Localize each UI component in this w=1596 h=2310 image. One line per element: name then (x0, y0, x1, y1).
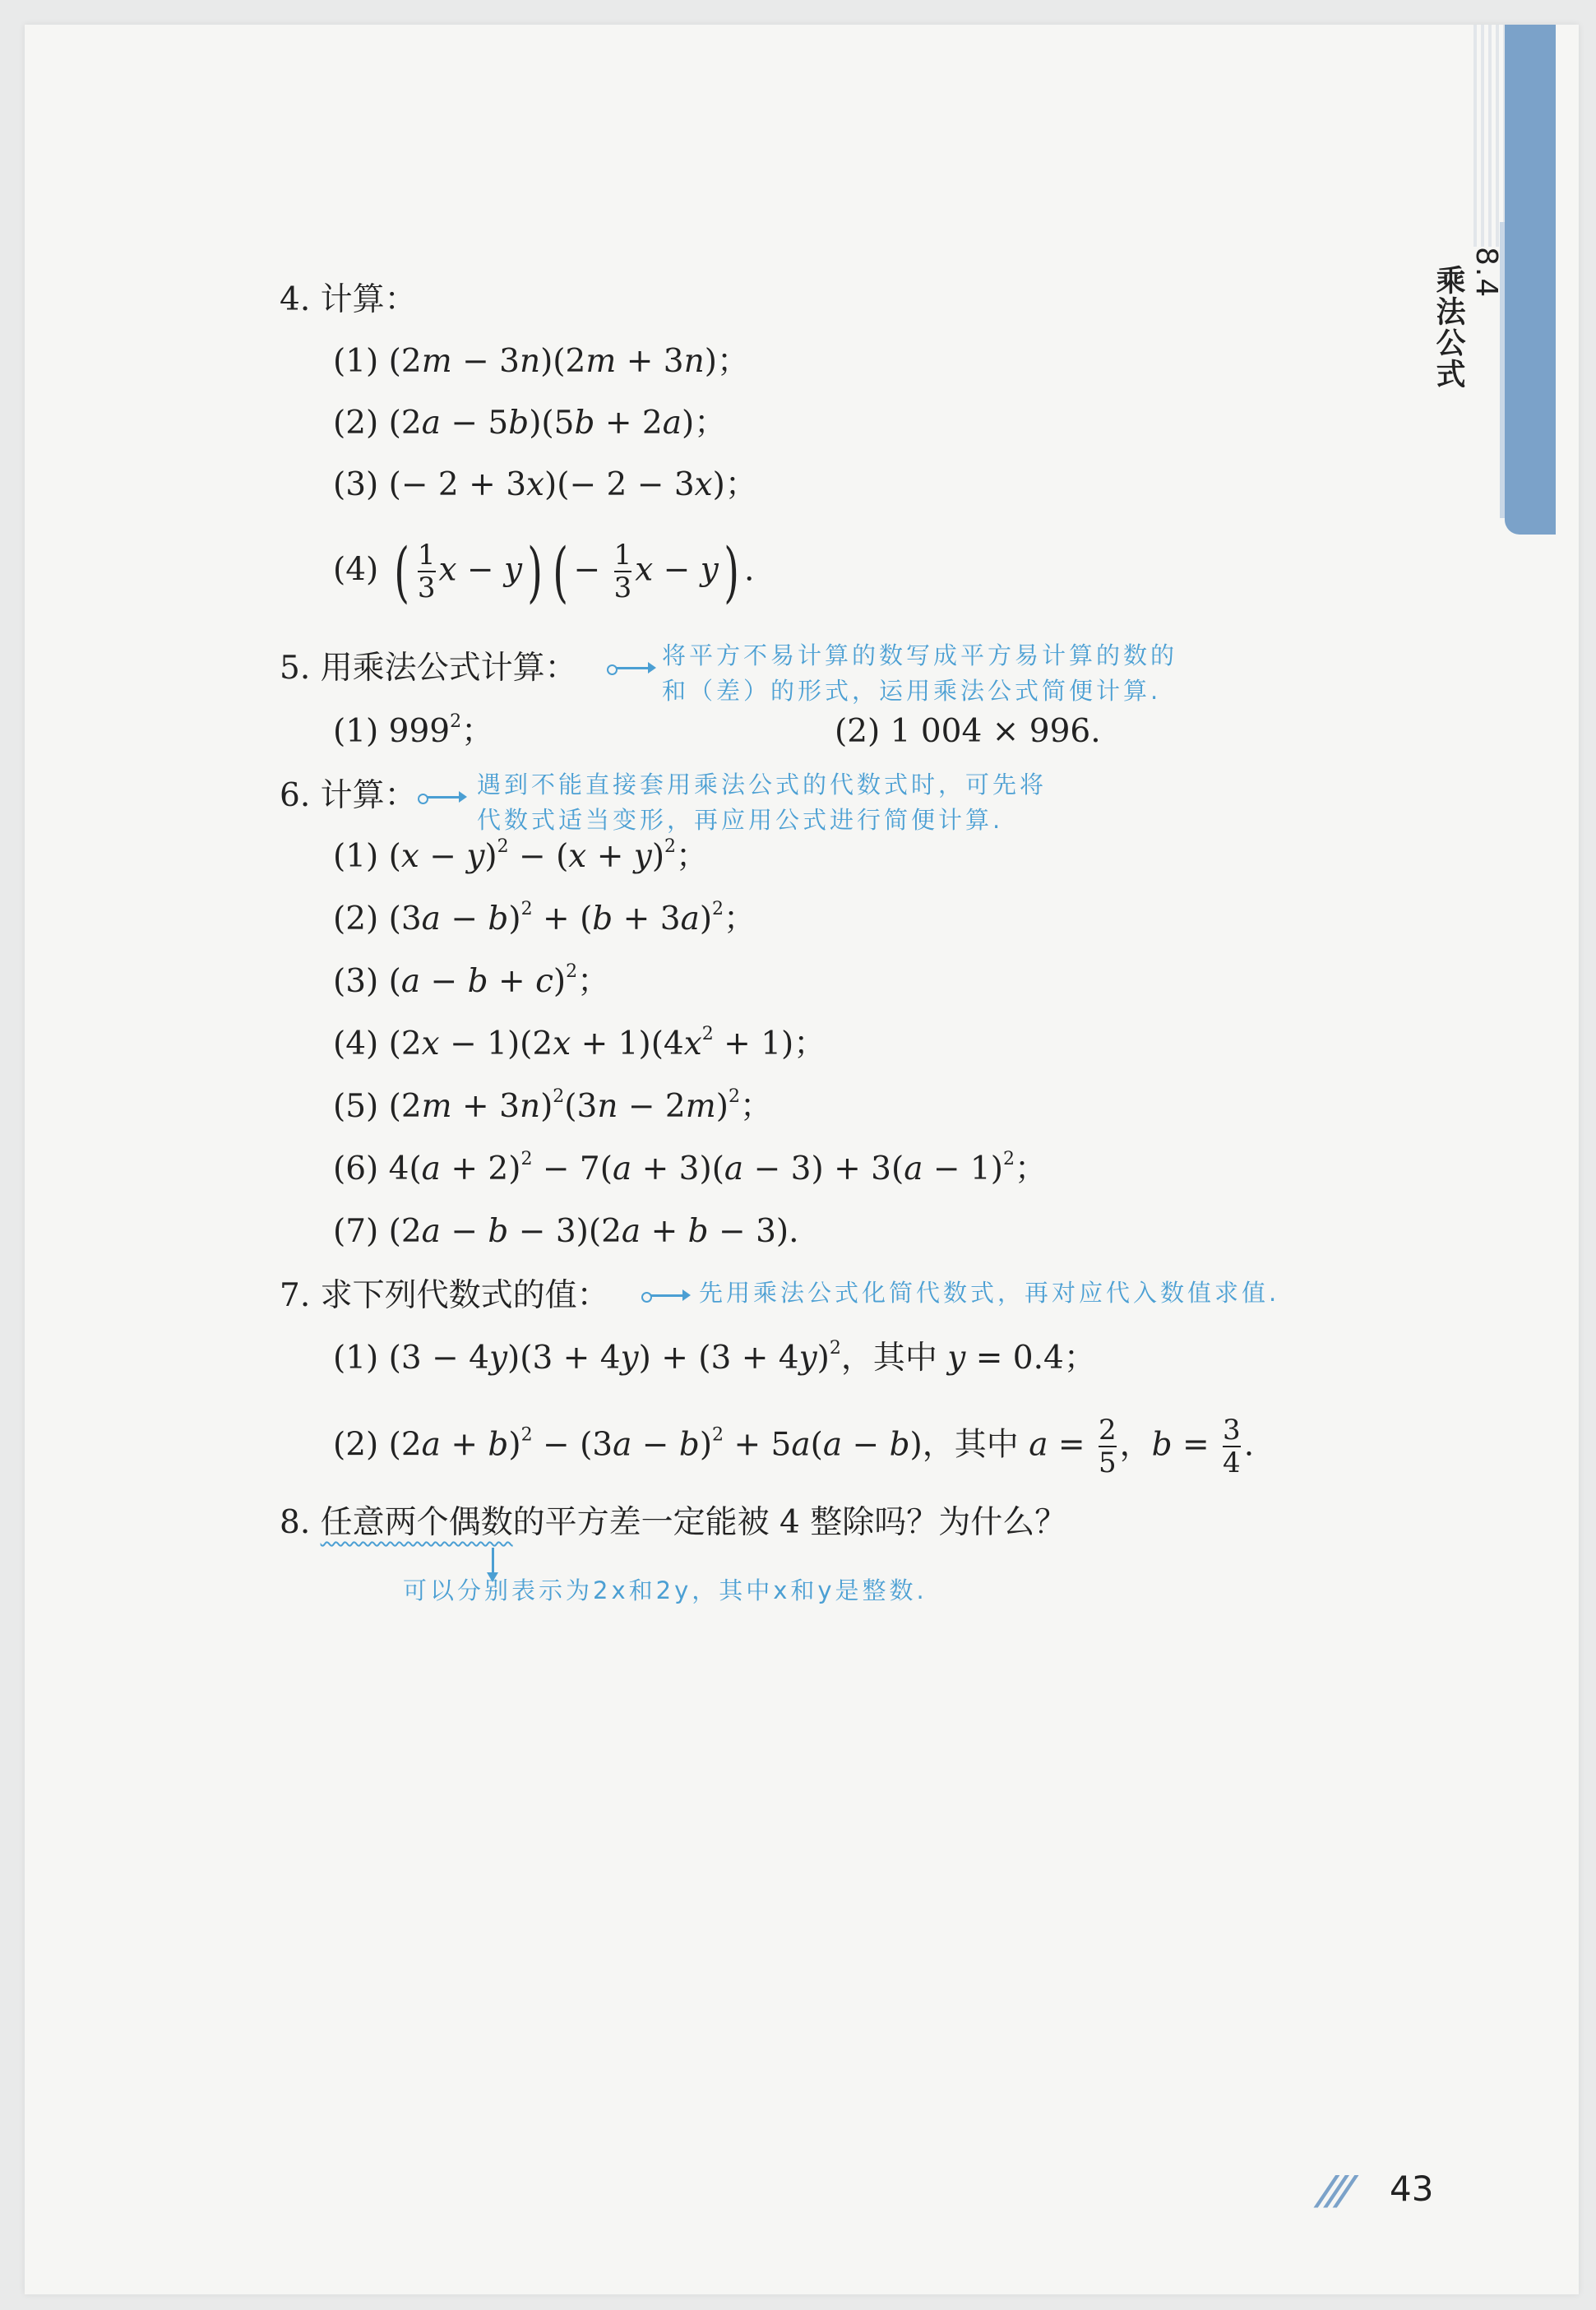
q4-item-1: (1) (2m − 3n)(2m + 3n)； (333, 343, 749, 380)
q6-item-2: (2) $(3a - b)^2 + (b + 3a)^2$； (333, 899, 756, 937)
q7-note: 先用乘法公式化简代数式，再对应代入数值求值. (699, 1279, 1280, 1307)
q4-item-3: (3) (− 2 + 3x)(− 2 − 3x)； (333, 466, 757, 503)
section-tab (1505, 25, 1556, 535)
q6-item-3: (3) $(a - b + c)^2$； (333, 961, 610, 1000)
q6-item-6: (6) $4(a + 2)^2 - 7(a + 3)(a - 3) + 3(a - 1)^2$； (333, 1149, 1047, 1187)
q6-item-1: (1) $(x - y)^2 - (x + y)^2$； (333, 836, 709, 875)
q4-item-2: (2) (2a − 5b)(5b + 2a)； (333, 405, 727, 442)
q7-label: 7. 求下列代数式的值： (280, 1277, 609, 1314)
q5-item-2: (2) 1 004 × 996. (835, 713, 1101, 750)
q6-item-7: (7) (2a − b − 3)(2a + b − 3). (333, 1213, 799, 1250)
q7-item-1: (1) $(3 - 4y)(3 + 4y) + (3 + 4y)^2$，其中 y = 0.4； (333, 1338, 1096, 1377)
section-title: 乘法公式 (1432, 265, 1465, 390)
q6-item-5: (5) $(2m + 3n)^2(3n - 2m)^2$； (333, 1086, 772, 1125)
q6-label: 6. 计算： (280, 777, 417, 814)
q8-note: 可以分别表示为2x和2y，其中x和y是整数. (403, 1576, 928, 1604)
q5-item-1: (1) $999^2$； (333, 711, 494, 750)
q8-label: 8. 任意两个偶数的平方差一定能被 4 整除吗？为什么？ (280, 1504, 1067, 1541)
q6-note-line-1: 遇到不能直接套用乘法公式的代数式时，可先将 (477, 771, 1048, 799)
q5-note-line-1: 将平方不易计算的数写成平方易计算的数的 (662, 641, 1178, 669)
q4-item-4: (4) ( $\frac{1}{3}$ x − y) ( − $\frac{1}{3}$ x − y) . (333, 533, 755, 610)
q4-label: 4. 计算： (280, 281, 417, 318)
section-label (1432, 247, 1503, 390)
section-number: 8.4 (1469, 247, 1503, 299)
q7-note-arrow (645, 1294, 686, 1297)
q8-wavy-highlight: 任意两个偶数 (320, 1504, 513, 1541)
q6-item-4: (4) $(2x - 1)(2x + 1)(4x^2 + 1)$； (333, 1024, 826, 1062)
q6-note-arrow (421, 796, 462, 799)
q6-note-line-2: 代数式适当变形，再应用公式进行简便计算. (477, 806, 1004, 834)
q7-item-2: (2) $(2a + b)^2 - (3a - b)^2 + 5a(a - b)$，其中 a = $\frac{2}{5}$ ，b = $\frac{3}{4}$ . (333, 1414, 1255, 1479)
page-decoration-icon: /// (1311, 2168, 1357, 2214)
page-number: 43 (1390, 2169, 1434, 2209)
q8-note-pointer (492, 1548, 494, 1576)
q5-note-line-2: 和（差）的形式，运用乘法公式简便计算. (662, 677, 1162, 705)
q5-label: 5. 用乘法公式计算： (280, 650, 577, 687)
q5-note-arrow (610, 667, 651, 669)
